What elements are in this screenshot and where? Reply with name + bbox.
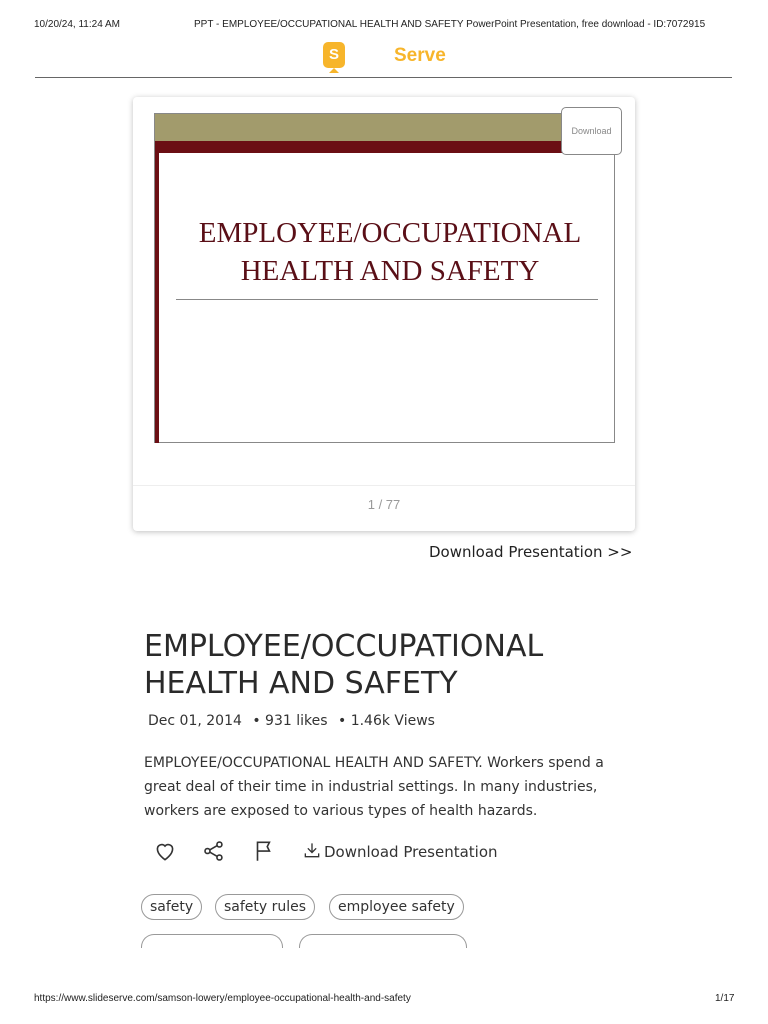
slide-title-line-2: HEALTH AND SAFETY [240, 255, 540, 287]
slide-top-band [155, 114, 614, 141]
views-count: • 1.46k Views [337, 713, 435, 729]
presentation-title: EMPLOYEE/OCCUPATIONAL HEALTH AND SAFETY [144, 629, 544, 701]
download-icon [302, 840, 322, 860]
serve-logo-icon[interactable]: S [323, 42, 345, 68]
print-footer [0, 993, 768, 1007]
slide-accent-band [155, 141, 614, 153]
download-presentation-button[interactable] [302, 840, 498, 861]
print-header [0, 19, 768, 33]
presentation-date: Dec 01, 2014 [148, 713, 242, 729]
presentation-meta [148, 713, 441, 729]
print-page-number: 1/17 [715, 993, 735, 1004]
print-page-title: PPT - EMPLOYEE/OCCUPATIONAL HEALTH AND SAFETY PowerPoint Presentation, free download - ID:7072915 [194, 19, 706, 30]
print-timestamp: 10/20/24, 11:24 AM [34, 19, 120, 30]
tag-cut-off[interactable] [141, 934, 283, 948]
tag-safety[interactable]: safety [141, 894, 202, 920]
slide-title [165, 214, 615, 290]
slide-left-bar [155, 153, 159, 443]
action-bar [152, 838, 552, 866]
tag-safety-rules[interactable]: safety rules [215, 894, 315, 920]
tag-cut-off[interactable] [299, 934, 467, 948]
slide-rule [176, 299, 598, 300]
download-presentation-label: Download Presentation [324, 843, 498, 861]
logo-tail [329, 68, 339, 73]
slide-title-line-1: EMPLOYEE/OCCUPATIONAL [198, 217, 582, 249]
presentation-description: EMPLOYEE/OCCUPATIONAL HEALTH AND SAFETY. Workers spend a great deal of their time in industrial settings. In many industries, workers are exposed to various types of health hazards. [144, 755, 604, 819]
print-url: https://www.slideserve.com/samson-lowery/employee-occupational-health-and-safety [34, 993, 411, 1004]
download-presentation-link[interactable]: Download Presentation >> [429, 543, 633, 561]
brand-name[interactable]: Serve [394, 45, 446, 66]
slide-download-button[interactable]: Download [561, 107, 622, 155]
share-icon[interactable] [201, 838, 227, 864]
likes-count: • 931 likes [252, 713, 328, 729]
flag-icon[interactable] [251, 838, 277, 864]
site-header [0, 40, 768, 76]
slide-pager: 1 / 77 [367, 497, 401, 512]
slide-preview[interactable] [154, 113, 615, 443]
header-divider [35, 77, 732, 78]
tag-employee-safety[interactable]: employee safety [329, 894, 464, 920]
heart-icon[interactable] [152, 838, 178, 864]
slide-viewer [133, 97, 635, 531]
viewer-divider [133, 485, 635, 486]
